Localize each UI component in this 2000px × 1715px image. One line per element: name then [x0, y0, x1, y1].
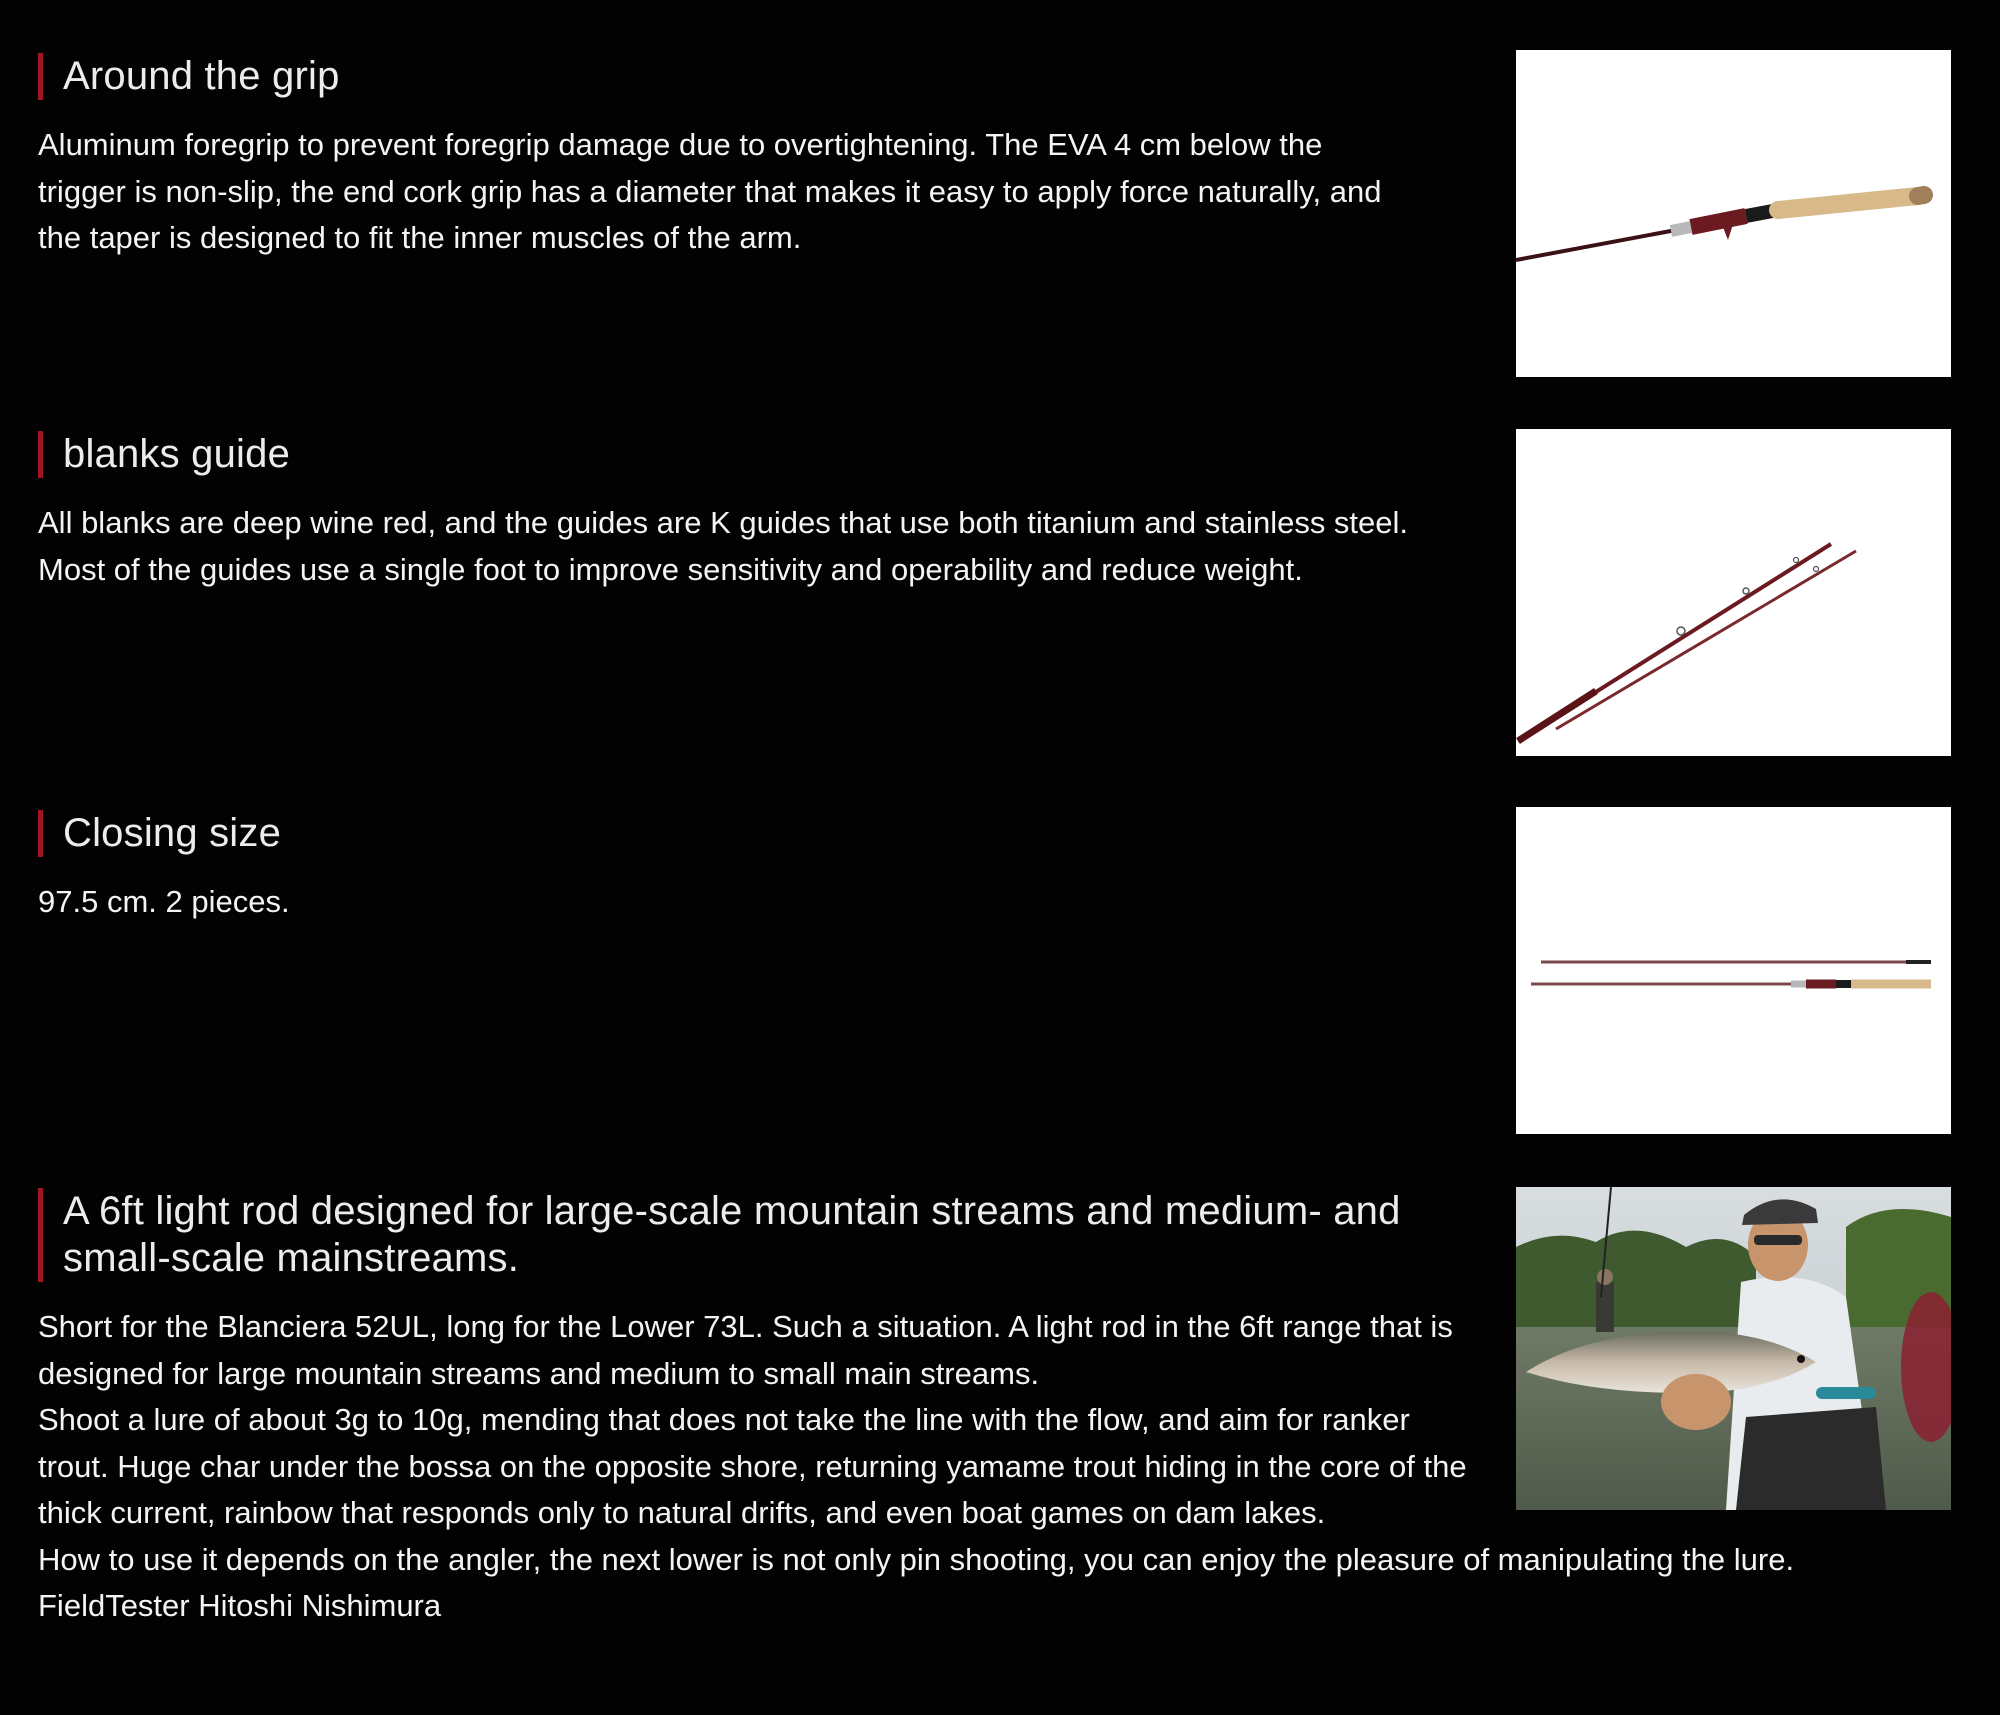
section-heading: Around the grip [38, 53, 1468, 100]
section-heading: blanks guide [38, 431, 1468, 478]
section-heading: Closing size [38, 810, 1468, 857]
section-paragraph: All blanks are deep wine red, and the guides are K guides that use both titanium and stainless steel. Most of the guides use a single foot to improve sensitivity and operability and reduce weight. [38, 505, 1409, 587]
rod-closing-size-photo [1516, 807, 1951, 1134]
rod-closing-image [1516, 807, 1951, 1134]
section-paragraph: Shoot a lure of about 3g to 10g, mending that does not take the line with the flow, and aim for ranker trout. Huge char under the bossa on the opposite shore, returning yamame trout hiding in the core of the thick current, rainbow that responds only to natural drifts, and even boat games on dam lakes. [38, 1402, 1467, 1530]
section-closing-size [38, 810, 1468, 926]
rod-blanks-photo [1516, 429, 1951, 756]
section-paragraph: How to use it depends on the angler, the next lower is not only pin shooting, you can enjoy the pleasure of manipulating the lure. [38, 1541, 1795, 1577]
section-body [38, 500, 1468, 593]
section-body [38, 879, 1468, 926]
section-heading: A 6ft light rod designed for large-scale mountain streams and medium- and small-scale mainstreams. [38, 1188, 1453, 1282]
section-rod-description [38, 1188, 1795, 1630]
angler-with-trout-photo [1516, 1187, 1951, 1510]
section-paragraph: Short for the Blanciera 52UL, long for the Lower 73L. Such a situation. A light rod in the 6ft range that is designed for large mountain streams and medium to small main streams. [38, 1309, 1453, 1391]
rod-blanks-image [1516, 429, 1951, 756]
section-blanks-guide [38, 431, 1468, 593]
field-tester-credit: FieldTester Hitoshi Nishimura [38, 1588, 442, 1623]
section-body [38, 122, 1468, 262]
section-paragraph: 97.5 cm. 2 pieces. [38, 884, 290, 919]
rod-grip-photo [1516, 50, 1951, 377]
section-around-the-grip [38, 53, 1468, 262]
rod-grip-image [1516, 50, 1951, 377]
angler-image [1516, 1187, 1951, 1510]
section-paragraph: Aluminum foregrip to prevent foregrip damage due to overtightening. The EVA 4 cm below the trigger is non-slip, the end cork grip has a diameter that makes it easy to apply force naturally, and the taper is designed to fit the inner muscles of the arm. [38, 127, 1382, 255]
